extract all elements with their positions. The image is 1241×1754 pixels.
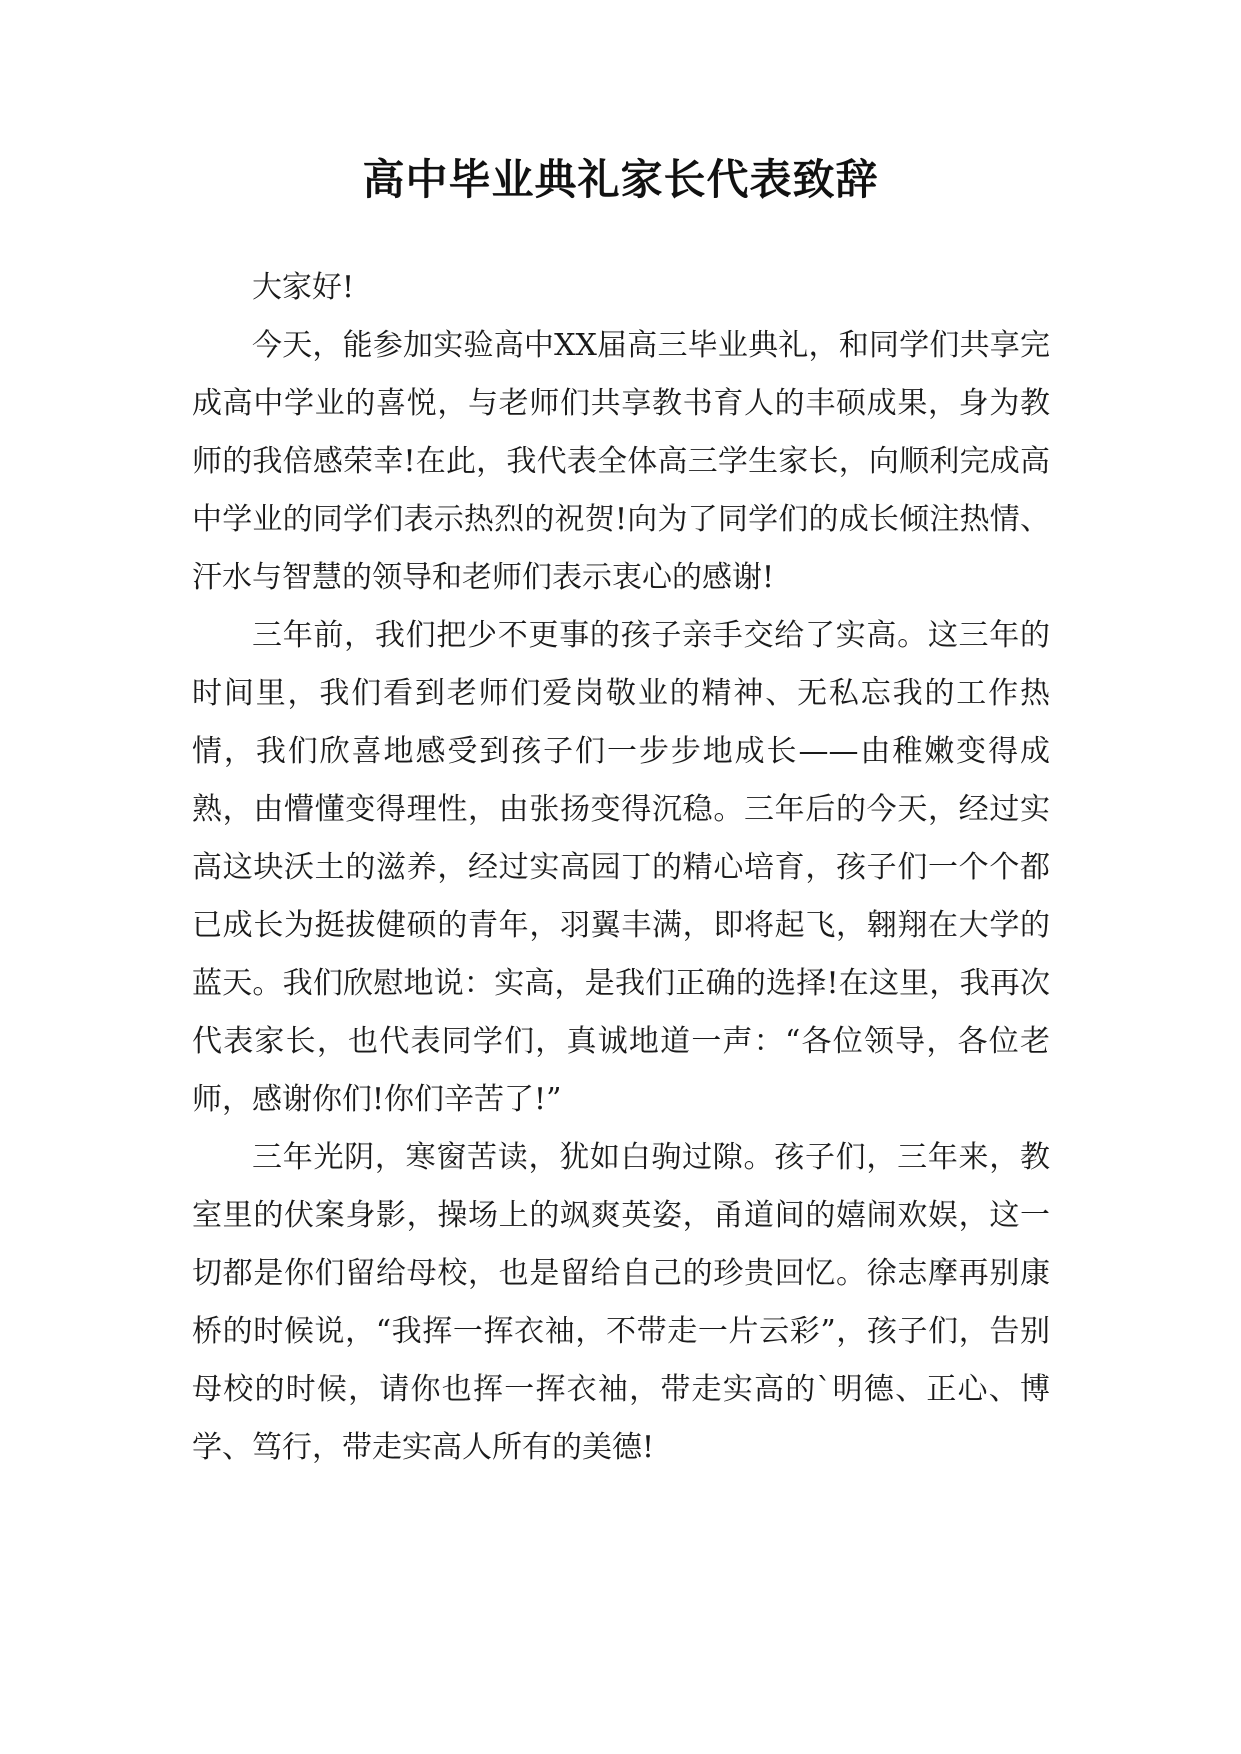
document-body (192, 259, 1050, 1477)
paragraph-greeting: 大家好! (252, 270, 355, 305)
paragraph: 三年光阴，寒窗苦读，犹如白驹过隙。孩子们，三年来，教室里的伏案身影，操场上的飒爽英姿，甬道间的嬉闹欢娱，这一切都是你们留给母校，也是留给自己的珍贵回忆。徐志摩再别康桥的时候说，“我挥一挥衣袖，不带走一片云彩”，孩子们，告别母校的时候，请你也挥一挥衣袖，带走实高的`明德、正心、博学、笃行，带走实高人所有的美德! (192, 1140, 1050, 1465)
paragraph: 三年前，我们把少不更事的孩子亲手交给了实高。这三年的时间里，我们看到老师们爱岗敬业的精神、无私忘我的工作热情，我们欣喜地感受到孩子们一步步地成长——由稚嫩变得成熟，由懵懂变得理性，由张扬变得沉稳。三年后的今天，经过实高这块沃土的滋养，经过实高园丁的精心培育，孩子们一个个都已成长为挺拔健硕的青年，羽翼丰满，即将起飞，翱翔在大学的蓝天。我们欣慰地说：实高，是我们正确的选择!在这里，我再次代表家长，也代表同学们，真诚地道一声：“各位领导，各位老师，感谢你们!你们辛苦了!” (192, 618, 1050, 1117)
paragraph: 今天，能参加实验高中XX届高三毕业典礼，和同学们共享完成高中学业的喜悦，与老师们共享教书育人的丰硕成果，身为教师的我倍感荣幸!在此，我代表全体高三学生家长，向顺利完成高中学业的同学们表示热烈的祝贺!向为了同学们的成长倾注热情、汗水与智慧的领导和老师们表示衷心的感谢! (192, 328, 1050, 595)
document-title: 高中毕业典礼家长代表致辞 (362, 155, 879, 204)
